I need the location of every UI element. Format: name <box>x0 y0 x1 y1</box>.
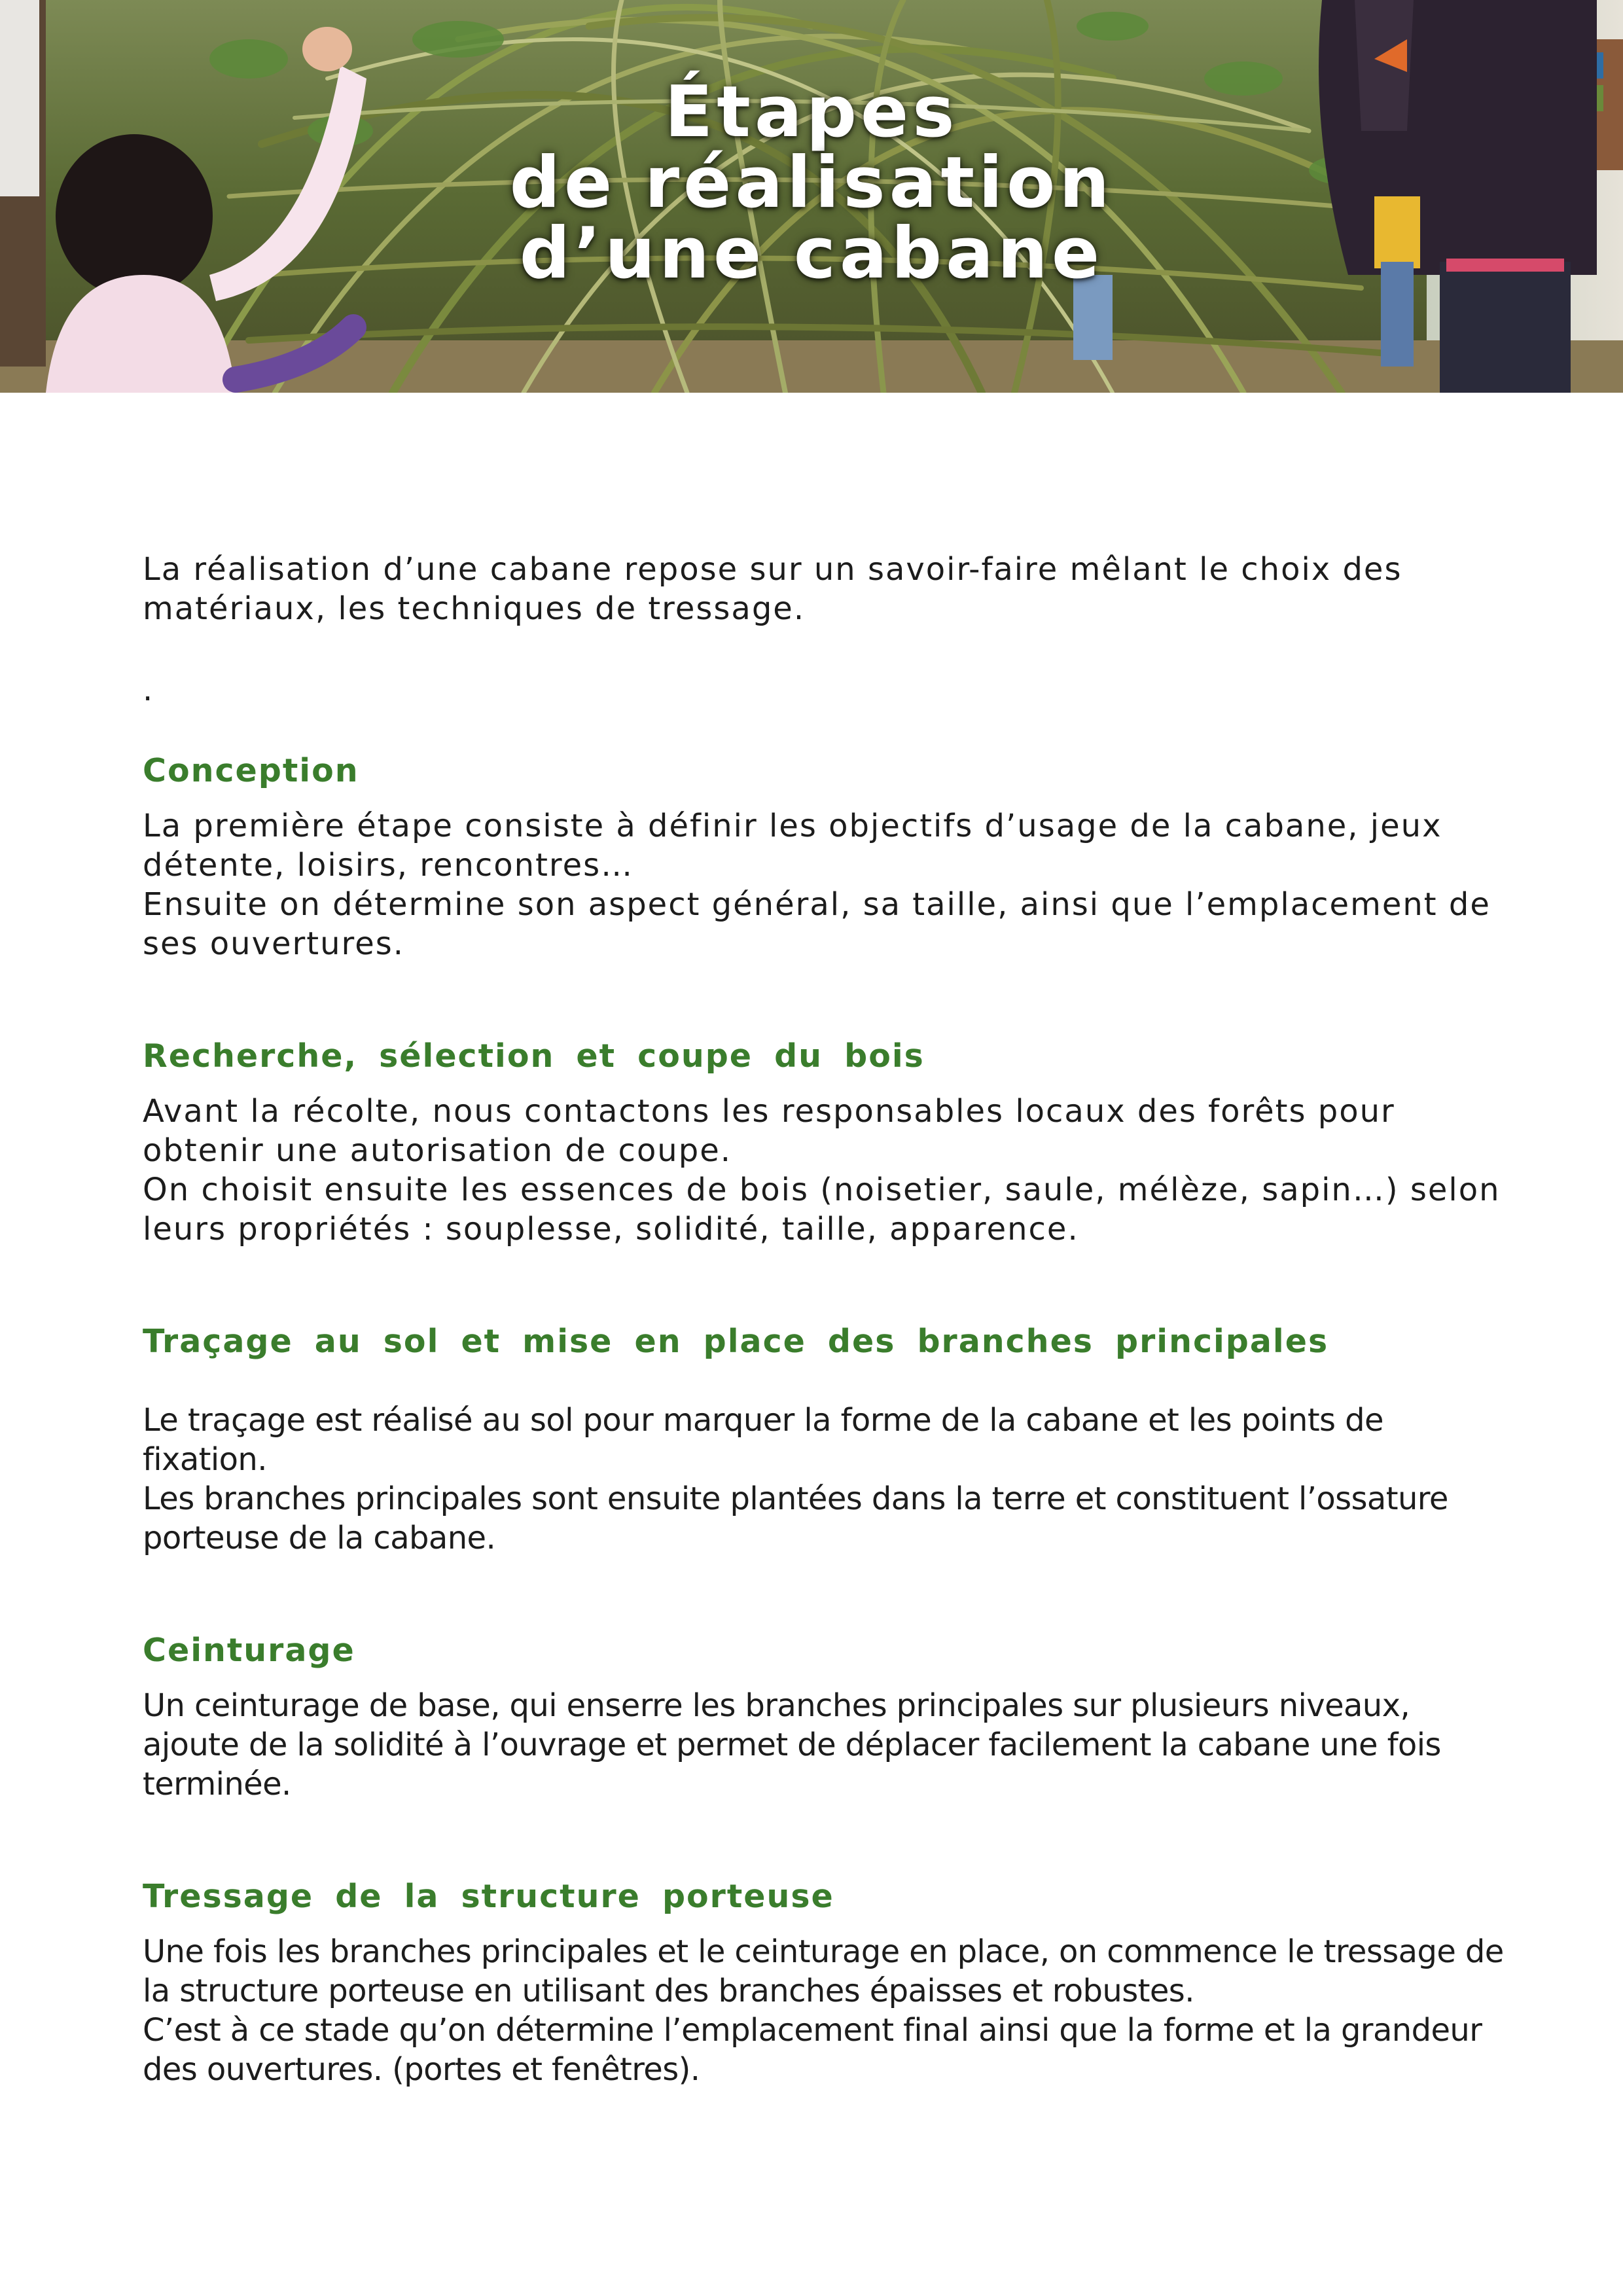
section-tracage <box>143 1322 1504 1558</box>
section-line: Une fois les branches principales et le ceinturage en place, on commence le tressage de la structure porteuse en utilisant des branches épaisses et robustes. <box>143 1933 1504 2009</box>
section-line: Les branches principales sont ensuite plantées dans la terre et constituent l’ossature porteuse de la cabane. <box>143 1480 1448 1556</box>
title-line-3: d’une cabane <box>519 213 1104 295</box>
page-title <box>484 71 1139 295</box>
header-photo <box>0 0 1623 393</box>
section-line: C’est à ce stade qu’on détermine l’emplacement final ainsi que la forme et la grandeur des ouvertures. (portes et fenêtres). <box>143 2012 1482 2088</box>
section-title: Traçage au sol et mise en place des branches principales <box>143 1323 1329 1360</box>
document-body <box>143 550 1504 2089</box>
section-title: Tressage de la structure porteuse <box>143 1878 834 1915</box>
section-paragraph <box>143 806 1504 963</box>
section-line: Avant la récolte, nous contactons les responsables locaux des forêts pour obtenir une autorisation de coupe. <box>143 1093 1395 1169</box>
title-line-1: Étapes <box>664 71 959 153</box>
section-line: Ensuite on détermine son aspect général, sa taille, ainsi que l’emplacement de ses ouvertures. <box>143 886 1491 962</box>
section-tressage <box>143 1877 1504 2089</box>
section-paragraph <box>143 1401 1504 1558</box>
section-conception <box>143 751 1504 963</box>
intro-dot: . <box>143 672 153 708</box>
intro-paragraph: La réalisation d’une cabane repose sur un savoir-faire mêlant le choix des matériaux, les techniques de tressage. <box>143 551 1402 627</box>
section-line: La première étape consiste à définir les objectifs d’usage de la cabane, jeux détente, loisirs, rencontres… <box>143 808 1442 884</box>
section-paragraph <box>143 1092 1504 1249</box>
section-title: Recherche, sélection et coupe du bois <box>143 1037 925 1075</box>
section-line: Le traçage est réalisé au sol pour marquer la forme de la cabane et les points de fixation. <box>143 1402 1383 1478</box>
section-line: Un ceinturage de base, qui enserre les branches principales sur plusieurs niveaux, ajoute de la solidité à l’ouvrage et permet de déplacer facilement la cabane une fois terminée. <box>143 1687 1441 1803</box>
section-ceinturage <box>143 1631 1504 1804</box>
title-line-2: de réalisation <box>509 142 1114 224</box>
section-recherche <box>143 1037 1504 1249</box>
section-paragraph <box>143 1932 1504 2089</box>
section-paragraph <box>143 1686 1504 1804</box>
section-title: Ceinturage <box>143 1632 355 1669</box>
section-line: On choisit ensuite les essences de bois (noisetier, saule, mélèze, sapin…) selon leurs propriétés : souplesse, solidité, taille, apparence. <box>143 1172 1501 1247</box>
section-title: Conception <box>143 752 359 789</box>
